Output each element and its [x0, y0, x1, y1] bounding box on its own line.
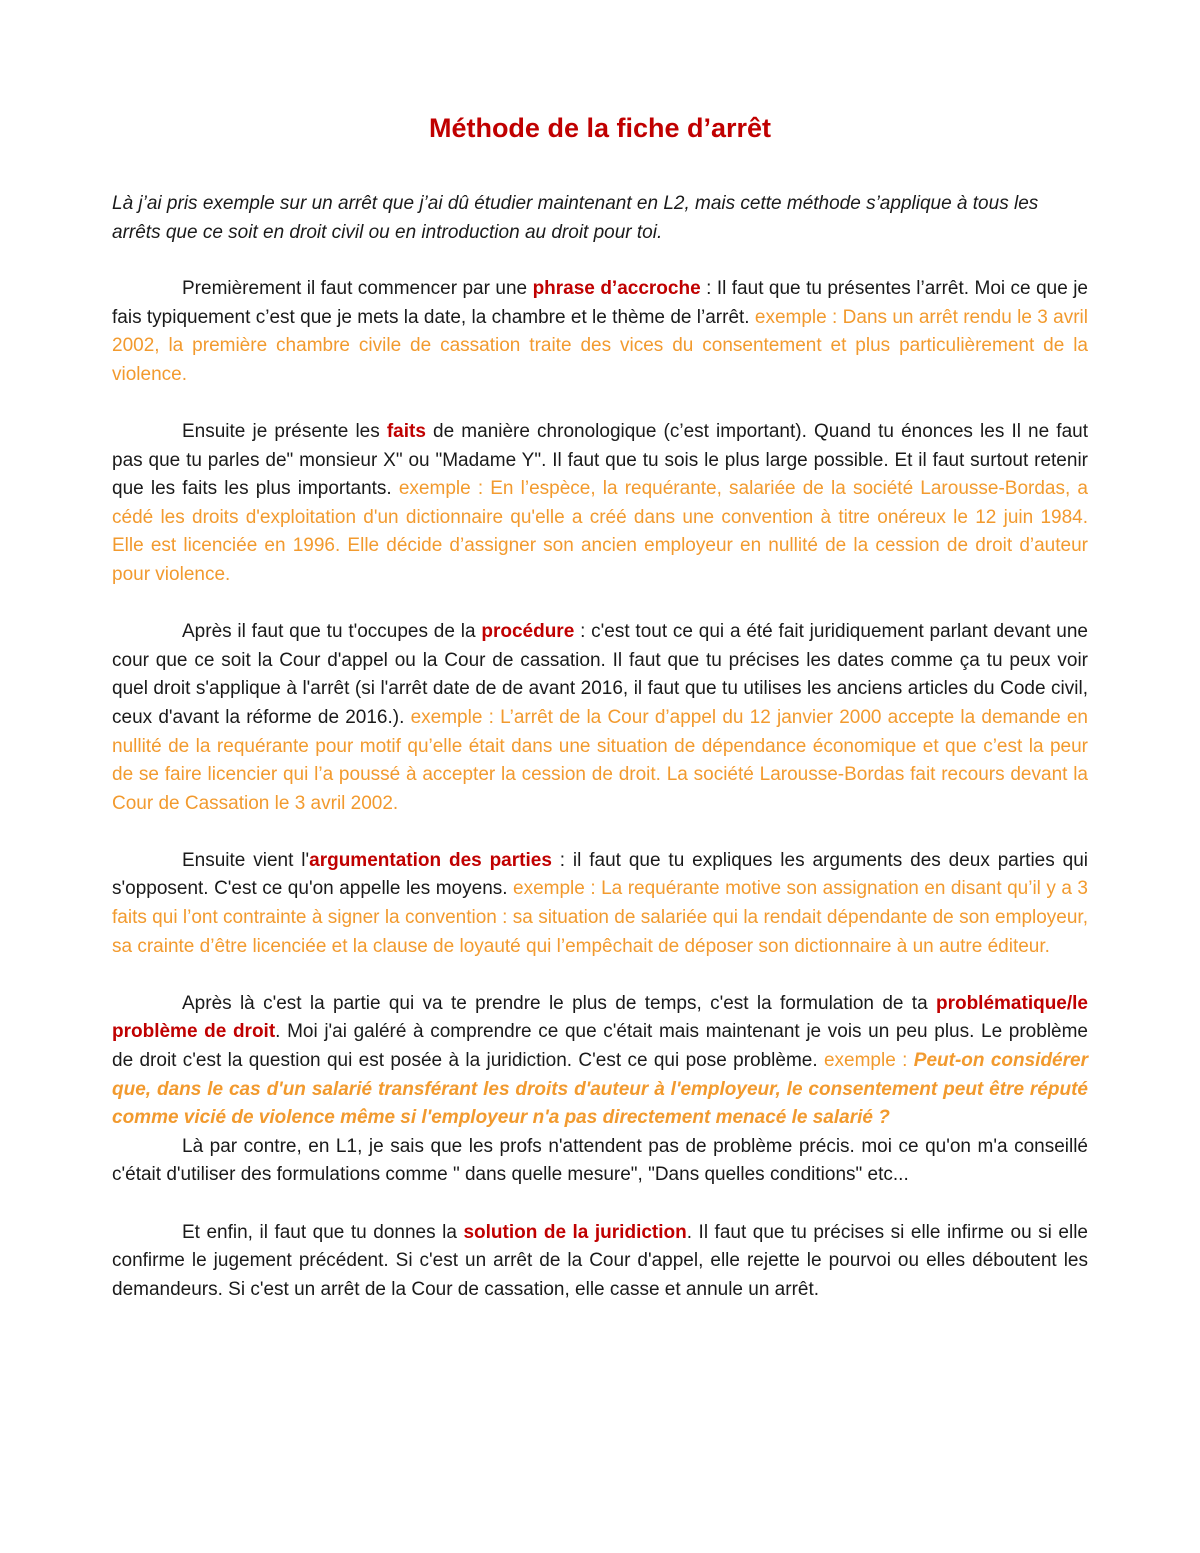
example-text: exemple : En l’espèce, la requérante, salariée de la société Larousse-Bordas, a cédé les droits d'exploitation d'un dictionnaire qu'elle a créé dans une convention à titre onéreux le 12 juin 1984. Elle est licenciée en 1996. Elle décide d’assigner son ancien employeur en nullité de la cession de droit d’auteur pour violence. — [112, 478, 1088, 585]
paragraph-solution — [112, 1219, 1088, 1305]
paragraph-faits — [112, 418, 1088, 590]
paragraph-text: : il faut que tu expliques les arguments des deux parties qui s'opposent. C'est ce qu'on appelle les moyens. — [112, 849, 1088, 900]
keyword-procedure: procédure — [481, 621, 575, 643]
paragraph-l1-note: Là par contre, en L1, je sais que les profs n'attendent pas de problème précis. moi ce qu'on m'a conseillé c'était d'utiliser des formulations comme " dans quelle mesure", "Dans quelles conditions" etc... — [112, 1135, 1088, 1186]
intro-paragraph: Là j’ai pris exemple sur un arrêt que j’ai dû étudier maintenant en L2, mais cette méthode s’applique à tous les arrêts que ce soit en droit civil ou en introduction au droit pour toi. — [112, 193, 1039, 243]
keyword-faits: faits — [386, 420, 426, 442]
paragraph-text: . Il faut que tu précises si elle infirme ou si elle confirme le jugement précédent. Si c'est un arrêt de la Cour d'appel, elle rejette le pourvoi ou elles déboutent les demandeurs. Si c'est un arrêt de la Cour de cassation, elle casse et annule un arrêt. — [112, 1221, 1089, 1300]
paragraph-text: : c'est tout ce qui a été fait juridiquement parlant devant une cour que ce soit la Cour d'appel ou la Cour de cassation. Il faut que tu précises les dates comme ça tu peux voir quel droit s'applique à l'arrêt (si l'arrêt date de de avant 2016, il faut que tu utilises les anciens articles du Code civil, ceux d'avant la réforme de 2016.). — [112, 621, 1088, 728]
example-label: exemple : — [823, 1050, 914, 1072]
paragraph-text: Ensuite je présente les — [182, 420, 387, 442]
example-text: exemple : L’arrêt de la Cour d’appel du 12 janvier 2000 accepte la demande en nullité de la requérante pour motif qu’elle était dans une situation de dépendance économique et que c’est la peur de se faire licencier qui l’a poussé à accepter la cession de droit. La société Larousse-Bordas fait recours devant la Cour de Cassation le 3 avril 2002. — [112, 706, 1088, 814]
paragraph-argumentation — [112, 847, 1088, 961]
paragraph-problematique — [112, 990, 1088, 1133]
paragraph-text: Et enfin, il faut que tu donnes la — [182, 1221, 464, 1243]
paragraph-text: Premièrement il faut commencer par une — [182, 278, 533, 299]
paragraph-text: : Il faut que tu présentes l’arrêt. Moi ce que je fais typiquement c’est que je mets la date, la chambre et le thème de l’arrêt. — [112, 278, 1089, 328]
example-question: Peut-on considérer que, dans le cas d'un salarié transférant les droits d'auteur à l'employeur, le consentement peut être réputé comme vicié de violence même si l'employeur n'a pas directement menacé le salarié ? — [112, 1050, 1088, 1129]
paragraph-text: . Moi j'ai galéré à comprendre ce que c'était mais maintenant je vois un peu plus. Le problème de droit c'est la question qui est posée à la juridiction. C'est ce qui pose problème. — [112, 1021, 1088, 1072]
paragraph-procedure — [112, 618, 1088, 818]
paragraph-accroche — [112, 275, 1088, 389]
example-text: exemple : Dans un arrêt rendu le 3 avril 2002, la première chambre civile de cassation traite des vices du consentement et plus particulièrement de la violence. — [112, 306, 1088, 385]
keyword-argumentation: argumentation des parties — [309, 849, 552, 871]
keyword-problematique: problématique/le problème de droit — [112, 992, 1088, 1043]
paragraph-text: Après il faut que tu t'occupes de la — [182, 621, 482, 643]
document-page — [112, 106, 1088, 1333]
example-text: exemple : La requérante motive son assignation en disant qu’il y a 3 faits qui l’ont contrainte à signer la convention : sa situation de salariée qui la rendait dépendante de son employeur, sa crainte d’être licenciée et la clause de loyauté qui l’empêchait de déposer son dictionnaire à un autre éditeur. — [112, 878, 1088, 957]
page-title: Méthode de la fiche d’arrêt — [428, 113, 772, 143]
paragraph-text: Après là c'est la partie qui va te prendre le plus de temps, c'est la formulation de ta — [182, 992, 936, 1014]
paragraph-text: Ensuite vient l' — [182, 849, 310, 871]
keyword-solution: solution de la juridiction — [463, 1221, 687, 1243]
paragraph-text: de manière chronologique (c’est important). Quand tu énonces les Il ne faut pas que tu parles de" monsieur X" ou "Madame Y". Il faut que tu sois le plus large possible. Et il faut surtout retenir que les faits les plus importants. — [112, 420, 1088, 500]
keyword-phrase-accroche: phrase d’accroche — [532, 278, 701, 299]
